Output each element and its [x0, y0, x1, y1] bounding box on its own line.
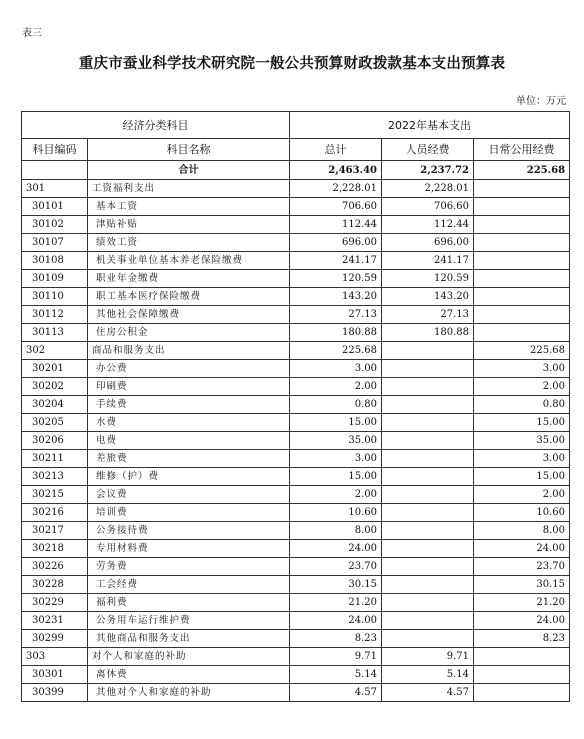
total-cell: 15.00 [290, 468, 382, 486]
personnel-cell: 143.20 [382, 288, 474, 306]
table-row [22, 468, 570, 486]
table-row [22, 378, 570, 396]
header-subject-name: 科目名称 [88, 139, 290, 161]
subject-name-cell: 办公费 [88, 360, 290, 378]
personnel-cell [382, 432, 474, 450]
subject-name-cell: 离休费 [88, 666, 290, 684]
personnel-cell [382, 342, 474, 360]
subject-code-cell: 30108 [22, 252, 88, 270]
table-number-label: 表三 [22, 28, 42, 39]
subject-name-cell: 电费 [88, 432, 290, 450]
public-cell: 10.60 [474, 504, 570, 522]
subject-name-cell: 住房公积金 [88, 324, 290, 342]
personnel-cell [382, 594, 474, 612]
public-cell [474, 270, 570, 288]
public-cell: 2.00 [474, 378, 570, 396]
personnel-cell [382, 576, 474, 594]
total-cell: 10.60 [290, 504, 382, 522]
personnel-cell: 27.13 [382, 306, 474, 324]
personnel-cell: 180.88 [382, 324, 474, 342]
subject-name-cell: 维修（护）费 [88, 468, 290, 486]
table-row [22, 594, 570, 612]
personnel-cell [382, 414, 474, 432]
table-row [22, 288, 570, 306]
header-subject-code: 科目编码 [22, 139, 88, 161]
public-cell [474, 252, 570, 270]
table-row [22, 270, 570, 288]
personnel-cell: 120.59 [382, 270, 474, 288]
subject-code-cell: 30102 [22, 216, 88, 234]
personnel-cell [382, 396, 474, 414]
budget-table [21, 111, 570, 702]
public-cell: 8.23 [474, 630, 570, 648]
personnel-cell [382, 486, 474, 504]
public-cell: 21.20 [474, 594, 570, 612]
personnel-cell: 5.14 [382, 666, 474, 684]
header-total: 总计 [290, 139, 382, 161]
subject-code-cell: 30109 [22, 270, 88, 288]
table-row [22, 216, 570, 234]
total-amount: 2,463.40 [290, 161, 382, 180]
table-row [22, 684, 570, 702]
total-code-cell [22, 161, 88, 180]
table-row [22, 360, 570, 378]
total-label: 合计 [88, 161, 290, 180]
public-cell [474, 180, 570, 198]
subject-name-cell: 津贴补贴 [88, 216, 290, 234]
personnel-cell [382, 504, 474, 522]
public-cell: 0.80 [474, 396, 570, 414]
table-row [22, 630, 570, 648]
subject-name-cell: 职工基本医疗保险缴费 [88, 288, 290, 306]
personnel-cell [382, 450, 474, 468]
personnel-cell: 706.60 [382, 198, 474, 216]
subject-name-cell: 基本工资 [88, 198, 290, 216]
total-cell: 8.23 [290, 630, 382, 648]
total-cell: 2,228.01 [290, 180, 382, 198]
subject-code-cell: 30211 [22, 450, 88, 468]
subject-name-cell: 机关事业单位基本养老保险缴费 [88, 252, 290, 270]
total-cell: 241.17 [290, 252, 382, 270]
table-row [22, 432, 570, 450]
total-cell: 9.71 [290, 648, 382, 666]
subject-name-cell: 专用材料费 [88, 540, 290, 558]
subject-code-cell: 30228 [22, 576, 88, 594]
table-row [22, 648, 570, 666]
table-row [22, 396, 570, 414]
public-cell [474, 684, 570, 702]
table-row [22, 234, 570, 252]
personnel-cell: 4.57 [382, 684, 474, 702]
total-cell: 180.88 [290, 324, 382, 342]
unit-label: 单位：万元 [516, 96, 566, 107]
subject-name-cell: 职业年金缴费 [88, 270, 290, 288]
subject-name-cell: 其他对个人和家庭的补助 [88, 684, 290, 702]
personnel-cell: 696.00 [382, 234, 474, 252]
total-cell: 225.68 [290, 342, 382, 360]
subject-name-cell: 差旅费 [88, 450, 290, 468]
table-row [22, 324, 570, 342]
personnel-cell [382, 378, 474, 396]
subject-code-cell: 30216 [22, 504, 88, 522]
total-cell: 21.20 [290, 594, 382, 612]
subject-code-cell: 30113 [22, 324, 88, 342]
subject-code-cell: 30229 [22, 594, 88, 612]
personnel-cell: 112.44 [382, 216, 474, 234]
subject-name-cell: 劳务费 [88, 558, 290, 576]
personnel-cell [382, 558, 474, 576]
public-cell [474, 288, 570, 306]
subject-name-cell: 工资福利支出 [88, 180, 290, 198]
subject-name-cell: 印刷费 [88, 378, 290, 396]
table-row [22, 522, 570, 540]
document-title: 重庆市蚕业科学技术研究院一般公共预算财政拨款基本支出预算表 [78, 56, 506, 72]
public-cell: 35.00 [474, 432, 570, 450]
subject-code-cell: 30206 [22, 432, 88, 450]
subject-name-cell: 公务接待费 [88, 522, 290, 540]
total-cell: 24.00 [290, 540, 382, 558]
public-cell: 15.00 [474, 468, 570, 486]
subject-code-cell: 30399 [22, 684, 88, 702]
total-cell: 120.59 [290, 270, 382, 288]
subject-code-cell: 30213 [22, 468, 88, 486]
total-public: 225.68 [474, 161, 570, 180]
table-row [22, 486, 570, 504]
subject-name-cell: 公务用车运行维护费 [88, 612, 290, 630]
total-cell: 35.00 [290, 432, 382, 450]
subject-code-cell: 30110 [22, 288, 88, 306]
subject-name-cell: 绩效工资 [88, 234, 290, 252]
table-row [22, 414, 570, 432]
personnel-cell [382, 540, 474, 558]
public-cell [474, 306, 570, 324]
public-cell: 2.00 [474, 486, 570, 504]
subject-code-cell: 30217 [22, 522, 88, 540]
total-cell: 15.00 [290, 414, 382, 432]
subject-code-cell: 30101 [22, 198, 88, 216]
total-cell: 23.70 [290, 558, 382, 576]
total-cell: 3.00 [290, 360, 382, 378]
table-row [22, 198, 570, 216]
total-cell: 0.80 [290, 396, 382, 414]
total-cell: 696.00 [290, 234, 382, 252]
total-cell: 4.57 [290, 684, 382, 702]
subject-code-cell: 30112 [22, 306, 88, 324]
public-cell: 3.00 [474, 360, 570, 378]
subject-code-cell: 30218 [22, 540, 88, 558]
total-cell: 2.00 [290, 486, 382, 504]
header-basic-expenditure-2022: 2022年基本支出 [290, 112, 570, 139]
public-cell: 30.15 [474, 576, 570, 594]
total-cell: 2.00 [290, 378, 382, 396]
total-cell: 3.00 [290, 450, 382, 468]
personnel-cell [382, 630, 474, 648]
personnel-cell [382, 468, 474, 486]
subject-code-cell: 30215 [22, 486, 88, 504]
table-row [22, 558, 570, 576]
header-public-expense: 日常公用经费 [474, 139, 570, 161]
subject-name-cell: 培训费 [88, 504, 290, 522]
public-cell [474, 234, 570, 252]
personnel-cell: 9.71 [382, 648, 474, 666]
subject-name-cell: 对个人和家庭的补助 [88, 648, 290, 666]
table-row [22, 342, 570, 360]
table-row [22, 450, 570, 468]
table-row [22, 306, 570, 324]
public-cell: 3.00 [474, 450, 570, 468]
subject-code-cell: 30205 [22, 414, 88, 432]
subject-name-cell: 会议费 [88, 486, 290, 504]
table-row [22, 252, 570, 270]
header-economic-classification: 经济分类科目 [22, 112, 290, 139]
table-row [22, 180, 570, 198]
subject-name-cell: 其他商品和服务支出 [88, 630, 290, 648]
public-cell [474, 648, 570, 666]
subject-name-cell: 福利费 [88, 594, 290, 612]
subject-name-cell: 水费 [88, 414, 290, 432]
header-personnel-expense: 人员经费 [382, 139, 474, 161]
public-cell [474, 324, 570, 342]
personnel-cell: 2,228.01 [382, 180, 474, 198]
total-personnel: 2,237.72 [382, 161, 474, 180]
public-cell [474, 216, 570, 234]
subject-code-cell: 301 [22, 180, 88, 198]
public-cell: 23.70 [474, 558, 570, 576]
total-cell: 27.13 [290, 306, 382, 324]
table-row [22, 612, 570, 630]
header-column-row [22, 139, 570, 161]
total-cell: 8.00 [290, 522, 382, 540]
subject-name-cell: 工会经费 [88, 576, 290, 594]
subject-code-cell: 30299 [22, 630, 88, 648]
subject-code-cell: 303 [22, 648, 88, 666]
total-cell: 30.15 [290, 576, 382, 594]
total-cell: 24.00 [290, 612, 382, 630]
public-cell: 8.00 [474, 522, 570, 540]
subject-code-cell: 302 [22, 342, 88, 360]
subject-code-cell: 30226 [22, 558, 88, 576]
subject-name-cell: 商品和服务支出 [88, 342, 290, 360]
personnel-cell [382, 612, 474, 630]
personnel-cell [382, 522, 474, 540]
table-row [22, 576, 570, 594]
public-cell: 24.00 [474, 612, 570, 630]
table-row [22, 666, 570, 684]
public-cell: 24.00 [474, 540, 570, 558]
table-row [22, 540, 570, 558]
public-cell [474, 666, 570, 684]
public-cell: 15.00 [474, 414, 570, 432]
personnel-cell: 241.17 [382, 252, 474, 270]
public-cell [474, 198, 570, 216]
subject-code-cell: 30201 [22, 360, 88, 378]
table-row [22, 504, 570, 522]
header-group-row [22, 112, 570, 139]
subject-code-cell: 30231 [22, 612, 88, 630]
subject-name-cell: 其他社会保障缴费 [88, 306, 290, 324]
subject-code-cell: 30301 [22, 666, 88, 684]
total-cell: 112.44 [290, 216, 382, 234]
total-row [22, 161, 570, 180]
personnel-cell [382, 360, 474, 378]
subject-code-cell: 30202 [22, 378, 88, 396]
subject-code-cell: 30204 [22, 396, 88, 414]
total-cell: 5.14 [290, 666, 382, 684]
total-cell: 706.60 [290, 198, 382, 216]
total-cell: 143.20 [290, 288, 382, 306]
public-cell: 225.68 [474, 342, 570, 360]
subject-code-cell: 30107 [22, 234, 88, 252]
subject-name-cell: 手续费 [88, 396, 290, 414]
